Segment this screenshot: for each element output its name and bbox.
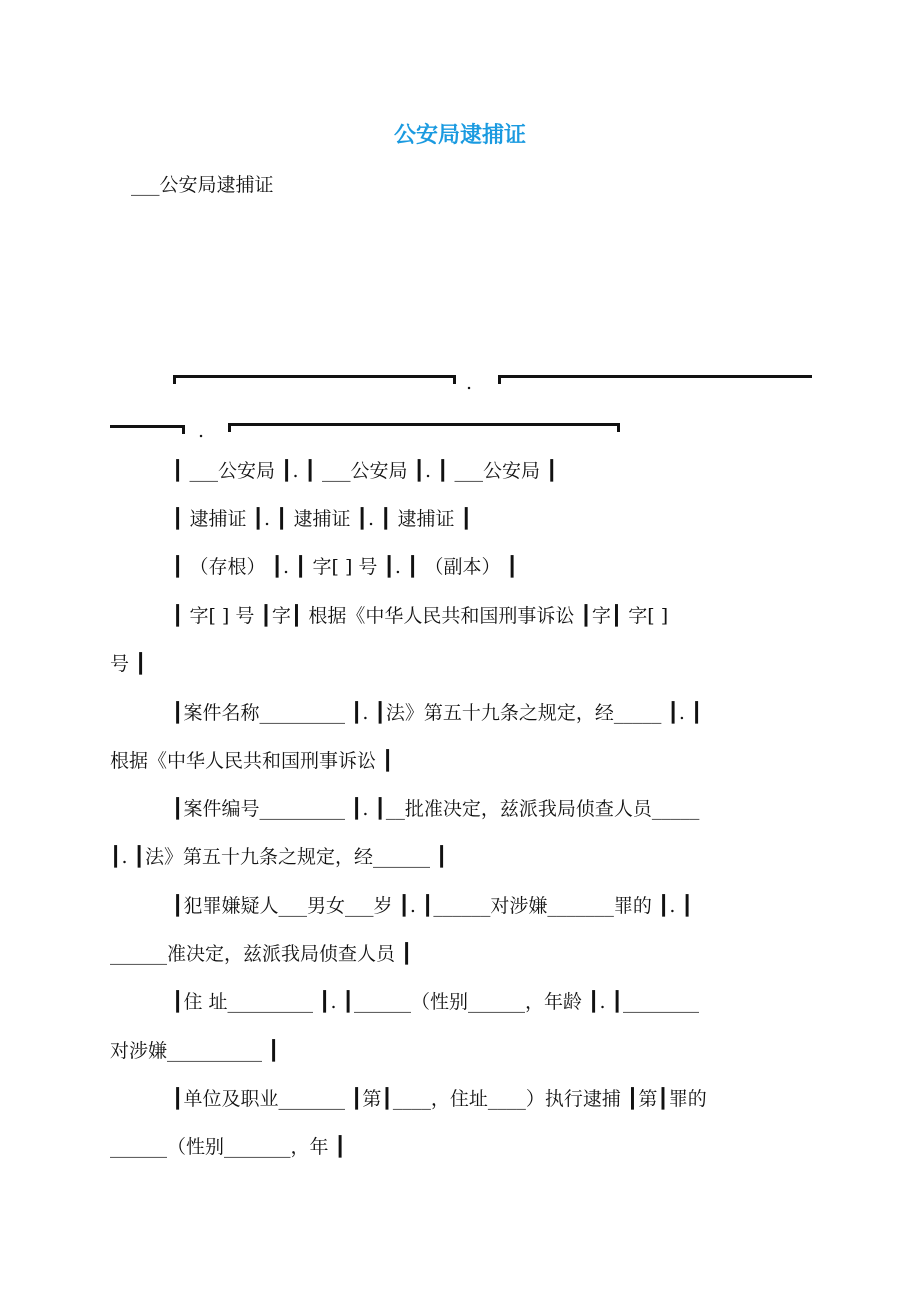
page-title: 公安局逮捕证	[393, 122, 526, 148]
border-rule-1	[173, 375, 456, 378]
text-line: 对涉嫌__________ ┃	[110, 1040, 280, 1062]
border-corner	[173, 375, 176, 384]
text-line: ┃ 字[ ] 号 ┃字┃ 根据《中华人民共和国刑事诉讼 ┃字┃ 字[ ]	[172, 605, 669, 627]
text-line: ┃住 址_________ ┃. ┃______（性别______，年龄 ┃. ┃________	[172, 991, 699, 1013]
text-line: ┃ ___公安局 ┃. ┃ ___公安局 ┃. ┃ ___公安局 ┃	[172, 460, 558, 482]
text-line: ┃犯罪嫌疑人___男女___岁 ┃. ┃______对涉嫌_______罪的 ┃. ┃	[172, 895, 693, 917]
border-dot: .	[198, 420, 205, 442]
text-line: ┃ （存根） ┃. ┃ 字[ ] 号 ┃. ┃ （副本） ┃	[172, 556, 518, 578]
document-subtitle: ___公安局逮捕证	[131, 174, 274, 196]
border-dot: .	[466, 372, 473, 394]
text-line: ______准决定，兹派我局侦查人员 ┃	[110, 943, 413, 965]
text-line: ┃案件名称_________ ┃. ┃法》第五十九条之规定，经_____ ┃. ┃	[172, 702, 703, 724]
border-rule-4	[228, 423, 620, 426]
border-corner	[228, 423, 231, 432]
text-line: 号 ┃	[110, 653, 147, 675]
border-corner	[617, 423, 620, 432]
text-line: ┃. ┃法》第五十九条之规定，经______ ┃	[110, 846, 448, 868]
text-line: ┃单位及职业_______ ┃第┃____，住址____）执行逮捕 ┃第┃罪的	[172, 1088, 707, 1110]
border-rule-3	[110, 425, 185, 428]
text-line: ┃ 逮捕证 ┃. ┃ 逮捕证 ┃. ┃ 逮捕证 ┃	[172, 508, 473, 530]
text-line: ______（性别_______，年 ┃	[110, 1136, 346, 1158]
text-line: ┃案件编号_________ ┃. ┃__批准决定，兹派我局侦查人员_____	[172, 798, 700, 820]
text-line: 根据《中华人民共和国刑事诉讼 ┃	[110, 750, 394, 772]
border-rule-2	[498, 375, 812, 378]
border-corner	[182, 425, 185, 434]
border-corner	[453, 375, 456, 384]
border-corner	[498, 375, 501, 384]
